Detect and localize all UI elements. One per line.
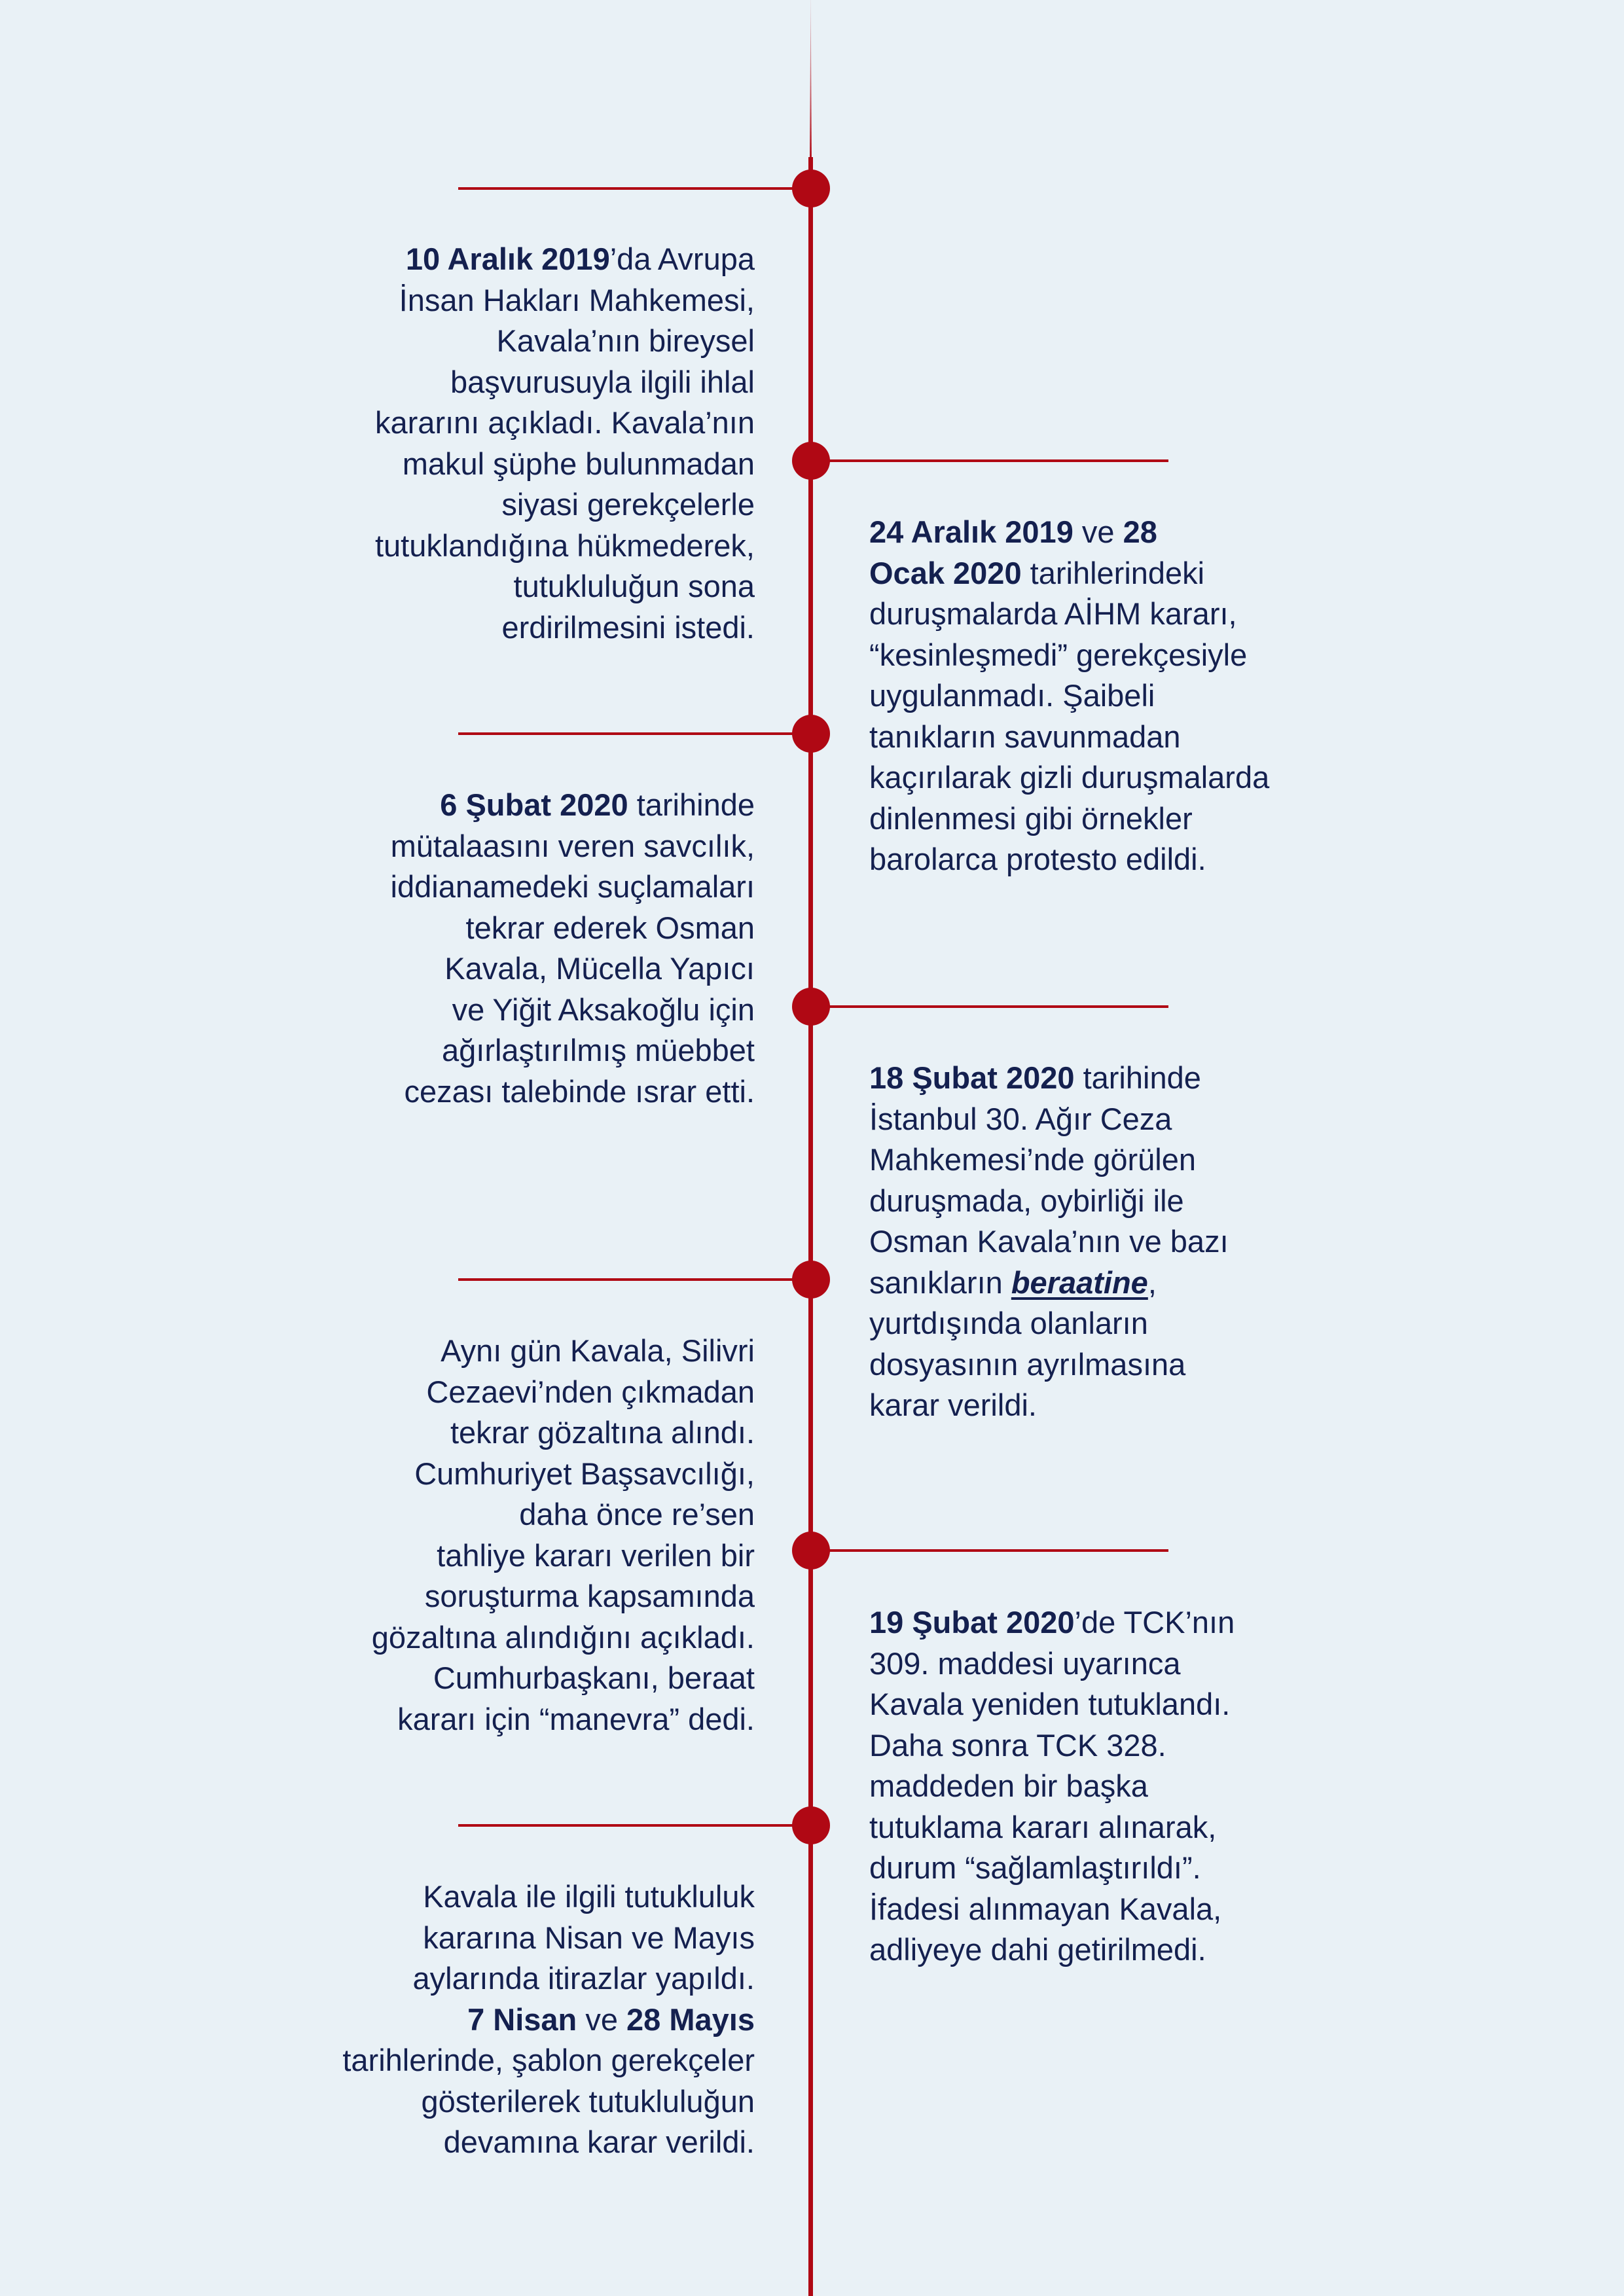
event-date: 10 Aralık 2019 <box>405 242 610 276</box>
event-text-e7: Kavala ile ilgili tutukluluk kararına Nisan ve Mayıs aylarında itirazlar yapıldı. 7 Nisan ve 28 Mayıs tarihlerinde, şablon gerekçeler gösterilerek tutukluluğun devamına karar verildi. <box>342 1879 755 2159</box>
timeline-node-e3 <box>792 715 830 753</box>
timeline-node-e1 <box>792 170 830 207</box>
event-date: 28 Mayıs <box>626 2001 755 2037</box>
branch-e7 <box>458 1824 812 1827</box>
branch-e5 <box>458 1278 812 1281</box>
event-text-e1: 10 Aralık 2019’da Avrupa İnsan Hakları Mahkemesi, Kavala’nın bireysel başvurusuyla ilgili ihlal kararını açıkladı. Kavala’nın makul şüphe bulunmadan siyasi gerekçelerle tutuklandığına hükmederek, tutukluluğun sona erdirilmesini istedi. <box>374 242 755 645</box>
event-date: 7 Nisan <box>467 2001 577 2037</box>
timeline-node-e2 <box>792 442 830 480</box>
timeline-node-e5 <box>792 1261 830 1299</box>
event-text-e5: Aynı gün Kavala, Silivri Cezaevi’nden çıkmadan tekrar gözaltına alındı. Cumhuriyet Başsavcılığı, daha önce re’sen tahliye kararı verilen bir soruşturma kapsamında gözaltına alındığını açıkladı. Cumhurbaşkanı, beraat kararı için “manevra” dedi. <box>371 1333 755 1736</box>
timeline-line-top <box>810 0 812 164</box>
branch-e3 <box>458 732 812 735</box>
timeline-node-e6 <box>792 1532 830 1570</box>
branch-e6 <box>812 1549 1168 1552</box>
event-text-e4: 18 Şubat 2020 tarihinde İstanbul 30. Ağır Ceza Mahkemesi’nde görülen duruşmada, oybirliği ile Osman Kavala’nın ve bazı sanıkların beraatine, yurtdışında olanların dosyasının ayrılmasına karar verildi. <box>869 1060 1229 1422</box>
branch-e4 <box>812 1005 1168 1008</box>
event-date: 24 Aralık 2019 <box>869 514 1074 549</box>
timeline-node-e4 <box>792 988 830 1026</box>
event-date: 18 Şubat 2020 <box>869 1060 1075 1095</box>
event-date: 19 Şubat 2020 <box>869 1605 1075 1640</box>
event-text-e2: 24 Aralık 2019 ve 28 Ocak 2020 tarihlerindeki duruşmalarda AİHM kararı, “kesinleşmedi” gerekçesiyle uygulanmadı. Şaibeli tanıkların savunmadan kaçırılarak gizli duruşmalarda dinlenmesi gibi örnekler barolarca protesto edildi. <box>869 514 1270 876</box>
emphasis-link: beraatine <box>1011 1265 1148 1300</box>
timeline-node-e7 <box>792 1806 830 1844</box>
branch-e2 <box>812 459 1168 462</box>
event-text-e6: 19 Şubat 2020’de TCK’nın 309. maddesi uyarınca Kavala yeniden tutuklandı. Daha sonra TCK 328. maddeden bir başka tutuklama kararı alınarak, durum “sağlamlaştırıldı”. İfadesi alınmayan Kavala, adliyeye dahi getirilmedi. <box>869 1605 1235 1967</box>
event-date: 6 Şubat 2020 <box>440 787 628 822</box>
branch-e1 <box>458 187 812 190</box>
event-text-e3: 6 Şubat 2020 tarihinde mütalaasını veren savcılık, iddianamedeki suçlamaları tekrar ederek Osman Kavala, Mücella Yapıcı ve Yiğit Aksakoğlu için ağırlaştırılmış müebbet cezası talebinde ısrar etti. <box>390 787 755 1109</box>
